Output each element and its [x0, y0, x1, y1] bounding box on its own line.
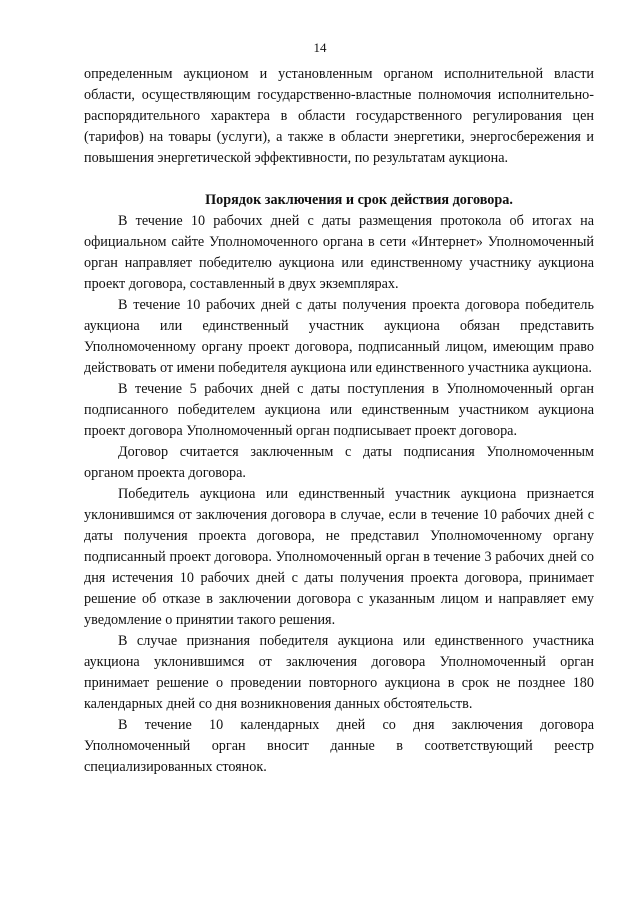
- document-body: [84, 64, 594, 778]
- paragraph: В течение 10 календарных дней со дня заключения договора Уполномоченный орган вносит данные в соответствующий реестр специализированных стоянок.: [84, 717, 594, 775]
- paragraph: В течение 10 рабочих дней с даты размещения протокола об итогах на официальном сайте Уполномоченного органа в сети «Интернет» Уполномоченный орган направляет победителю аукциона или единственному участнику аукциона проект договора, составленный в двух экземплярах.: [84, 213, 594, 292]
- page-number: 14: [313, 40, 327, 55]
- section-heading: Порядок заключения и срок действия договора.: [205, 192, 513, 208]
- paragraph: Победитель аукциона или единственный участник аукциона признается уклонившимся от заключения договора в случае, если в течение 10 рабочих дней с даты получения проекта договора, не представил Уполномоченному органу подписанный проект договора. Уполномоченный орган в течение 3 рабочих дней со дня истечения 10 рабочих дней с даты получения проекта договора, принимает решение об отказе в заключении договора с указанным лицом и направляет ему уведомление о принятии такого решения.: [84, 486, 594, 628]
- paragraph: В течение 5 рабочих дней с даты поступления в Уполномоченный орган подписанного победителем аукциона или единственным участником аукциона проект договора Уполномоченный орган подписывает проект договора.: [84, 381, 594, 439]
- paragraph: Договор считается заключенным с даты подписания Уполномоченным органом проекта договора.: [84, 444, 594, 481]
- paragraph-continuation: определенным аукционом и установленным органом исполнительной власти области, осуществляющим государственно-властные полномочия исполнительно-распорядительного характера в области государственного регулирования цен (тарифов) на товары (услуги), а также в области энергетики, энергосбережения и повышения энергетической эффективности, по результатам аукциона.: [84, 66, 594, 166]
- paragraph: В течение 10 рабочих дней с даты получения проекта договора победитель аукциона или единственный участник аукциона обязан представить Уполномоченному органу проект договора, подписанный лицом, имеющим право действовать от имени победителя аукциона или единственного участника аукциона.: [84, 297, 594, 376]
- paragraph: В случае признания победителя аукциона или единственного участника аукциона уклонившимся от заключения договора Уполномоченный орган принимает решение о проведении повторного аукциона в срок не позднее 180 календарных дней со дня возникновения данных обстоятельств.: [84, 633, 594, 712]
